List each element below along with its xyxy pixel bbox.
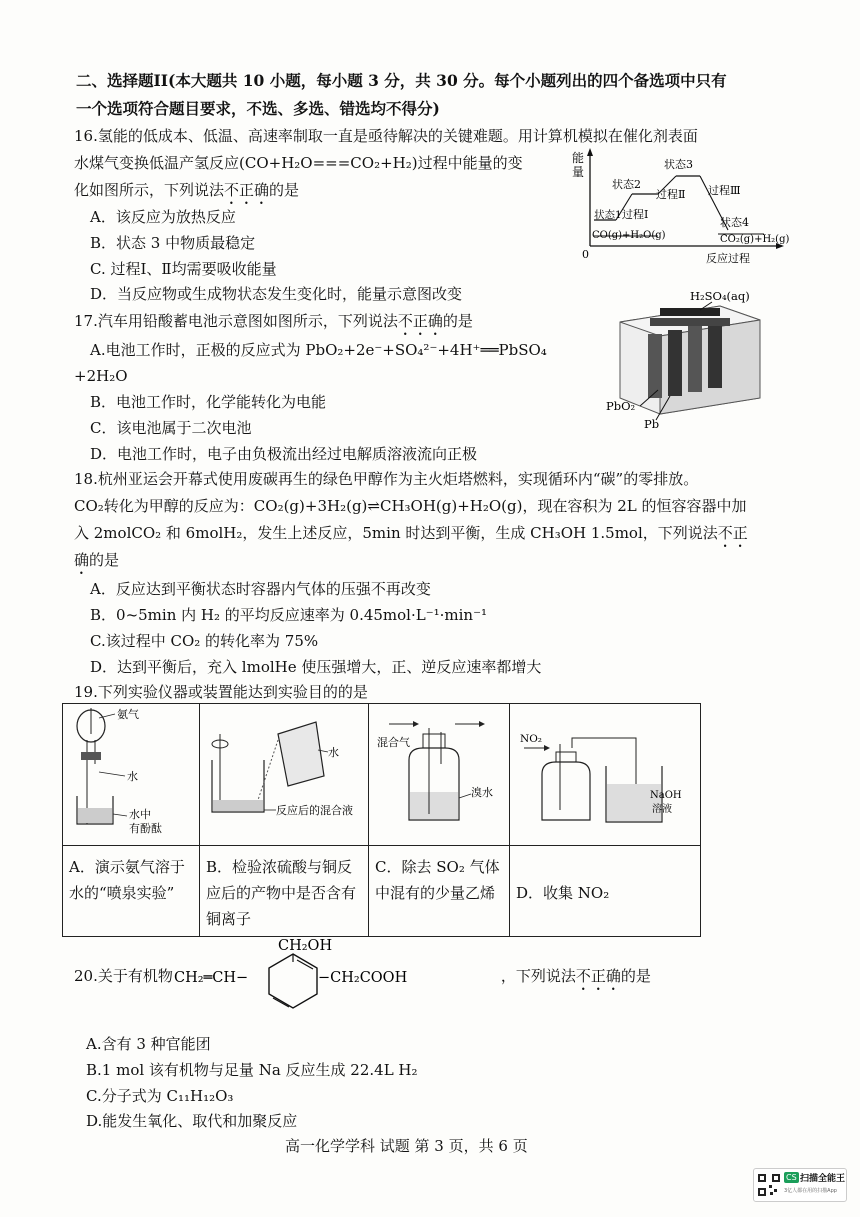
fig-a-water: 水 xyxy=(127,770,138,783)
q18-stem-line3: 入 2molCO₂ 和 6molH₂，发生上述反应，5min 时达到平衡，生成 CH₃OH 1.5mol，下列说法不正 xyxy=(74,524,748,542)
q20-option-b: B.1 mol 该有机物与足量 Na 反应生成 22.4L H₂ xyxy=(86,1061,418,1079)
q19-figure-b xyxy=(200,704,369,846)
q16-option-d: D．当反应物或生成物状态发生变化时，能量示意图改变 xyxy=(90,285,463,303)
q19-figure-d xyxy=(510,704,701,846)
q17-option-b: B．电池工作时，化学能转化为电能 xyxy=(90,393,327,411)
q17-option-d: D．电池工作时，电子由负极流出经过电解质溶液流向正极 xyxy=(90,445,478,463)
organic-structure xyxy=(168,932,508,1012)
q18-option-d: D．达到平衡后，充入 lmolHe 使压强增大，正、逆反应速率都增大 xyxy=(90,658,542,676)
q16-option-a: A．该反应为放热反应 xyxy=(90,208,236,226)
origin-label: 0 xyxy=(582,248,589,261)
fig-d-liquid-line2: 溶液 xyxy=(652,804,672,815)
fig-c-liquid: 溴水 xyxy=(471,786,493,799)
q20-option-c: C.分子式为 C₁₁H₁₂O₃ xyxy=(86,1087,234,1105)
q19-figure-c xyxy=(369,704,510,846)
fig-c-gas: 混合气 xyxy=(377,736,410,749)
q17-option-c: C．该电池属于二次电池 xyxy=(90,419,252,437)
q16-stem-line3: 化如图所示，下列说法不正确的是 xyxy=(74,181,300,199)
q18-stem-line2: CO₂转化为甲醇的反应为：CO₂(g)+3H₂(g)⇌CH₃OH(g)+H₂O(g)，现在容积为 2L 的恒容容器中加 xyxy=(74,497,747,515)
product-label: CO₂(g)+H₂(g) xyxy=(720,234,790,245)
state1-label: 状态1 xyxy=(594,209,622,221)
structure-right-group: −CH₂COOH xyxy=(318,970,408,986)
q18-stem-line1: 18.杭州亚运会开幕式使用废碳再生的绿色甲醇作为主火炬塔燃料，实现循环内“碳”的零排放。 xyxy=(74,470,699,488)
camscanner-subtitle: 3亿人都在用的扫描App xyxy=(784,1188,837,1194)
fig-b-mix: 反应后的混合液 xyxy=(276,804,353,817)
q19-stem: 19.下列实验仪器或装置能达到实验目的的是 xyxy=(74,683,368,701)
q18-stem-line4: 确的是 xyxy=(74,551,120,569)
q18-option-c: C.该过程中 CO₂ 的转化率为 75% xyxy=(90,632,319,650)
fig-a-gas: 氨气 xyxy=(117,708,139,721)
camscanner-badge xyxy=(753,1168,847,1202)
section-heading-line1: 二、选择题II(本大题共 10 小题，每小题 3 分，共 30 分。每个小题列出的四个备选项中只有 xyxy=(76,71,727,90)
q16-stem-line1: 16.氢能的低成本、低温、高速率制取一直是亟待解决的关键难题。用计算机模拟在催化剂表面 xyxy=(74,127,698,145)
q20-option-d: D.能发生氧化、取代和加聚反应 xyxy=(86,1112,298,1130)
q19-option-b: B．检验浓硫酸与铜反应后的产物中是否含有铜离子 xyxy=(200,846,369,937)
reactant-label: CO(g)+H₂O(g) xyxy=(592,230,666,241)
q16-option-c: C. 过程Ⅰ、Ⅱ均需要吸收能量 xyxy=(90,260,277,278)
q19-figure-a xyxy=(63,704,200,846)
axis-y-label-2: 量 xyxy=(572,165,585,179)
q19-options-table xyxy=(62,703,701,937)
axis-x-label: 反应过程 xyxy=(706,252,750,265)
q17-option-a-cont: +2H₂O xyxy=(74,367,128,385)
camscanner-title: 扫描全能王 xyxy=(800,1174,846,1184)
electrolyte-label: H₂SO₄(aq) xyxy=(690,289,750,303)
fig-a-beaker-line1: 水中 xyxy=(129,808,151,821)
process3-label: 过程Ⅲ xyxy=(708,184,741,197)
q17-stem: 17.汽车用铅酸蓄电池示意图如图所示，下列说法不正确的是 xyxy=(74,312,473,330)
q16-option-b: B．状态 3 中物质最稳定 xyxy=(90,234,256,252)
structure-left-group: CH₂═CH− xyxy=(174,970,249,986)
q19-option-a: A．演示氨气溶于水的“喷泉实验” xyxy=(63,846,200,937)
lead-acid-battery-diagram xyxy=(600,286,780,432)
qr-code-icon xyxy=(757,1173,781,1197)
fig-d-liquid-line1: NaOH xyxy=(650,790,682,801)
state3-label: 状态3 xyxy=(664,158,693,171)
energy-profile-diagram xyxy=(568,146,790,268)
structure-top-group: CH₂OH xyxy=(278,938,333,954)
q20-stem: 20.关于有机物 ，下列说法不正确的是 xyxy=(74,967,651,985)
q18-option-a: A．反应达到平衡状态时容器内气体的压强不再改变 xyxy=(90,580,431,598)
pb-label: Pb xyxy=(644,417,660,431)
fig-b-water: 水 xyxy=(328,746,339,759)
fig-a-beaker-line2: 有酚酞 xyxy=(129,822,162,835)
fig-d-gas: NO₂ xyxy=(520,733,543,745)
state4-label: 状态4 xyxy=(720,216,749,229)
axis-y-label-1: 能 xyxy=(572,151,585,165)
camscanner-logo: CS xyxy=(786,1173,797,1182)
q18-option-b: B．0~5min 内 H₂ 的平均反应速率为 0.45mol·L⁻¹·min⁻¹ xyxy=(90,606,488,624)
process2-label: 过程Ⅱ xyxy=(656,188,686,201)
page-footer: 高一化学学科 试题 第 3 页，共 6 页 xyxy=(285,1137,528,1155)
q16-stem-line2: 水煤气变换低温产氢反应(CO+H₂O===CO₂+H₂)过程中能量的变 xyxy=(74,154,523,172)
q17-option-a: A.电池工作时，正极的反应式为 PbO₂+2e⁻+SO₄²⁻+4H⁺══PbSO₄ xyxy=(90,341,547,359)
q19-option-c: C．除去 SO₂ 气体中混有的少量乙烯 xyxy=(369,846,510,937)
q19-option-d: D．收集 NO₂ xyxy=(510,846,701,937)
state2-label: 状态2 xyxy=(612,178,641,191)
process1-label: 过程Ⅰ xyxy=(622,208,649,221)
q20-option-a: A.含有 3 种官能团 xyxy=(86,1035,211,1053)
pbo2-label: PbO₂ xyxy=(606,399,636,413)
section-heading-line2: 一个选项符合题目要求，不选、多选、错选均不得分) xyxy=(76,99,440,118)
